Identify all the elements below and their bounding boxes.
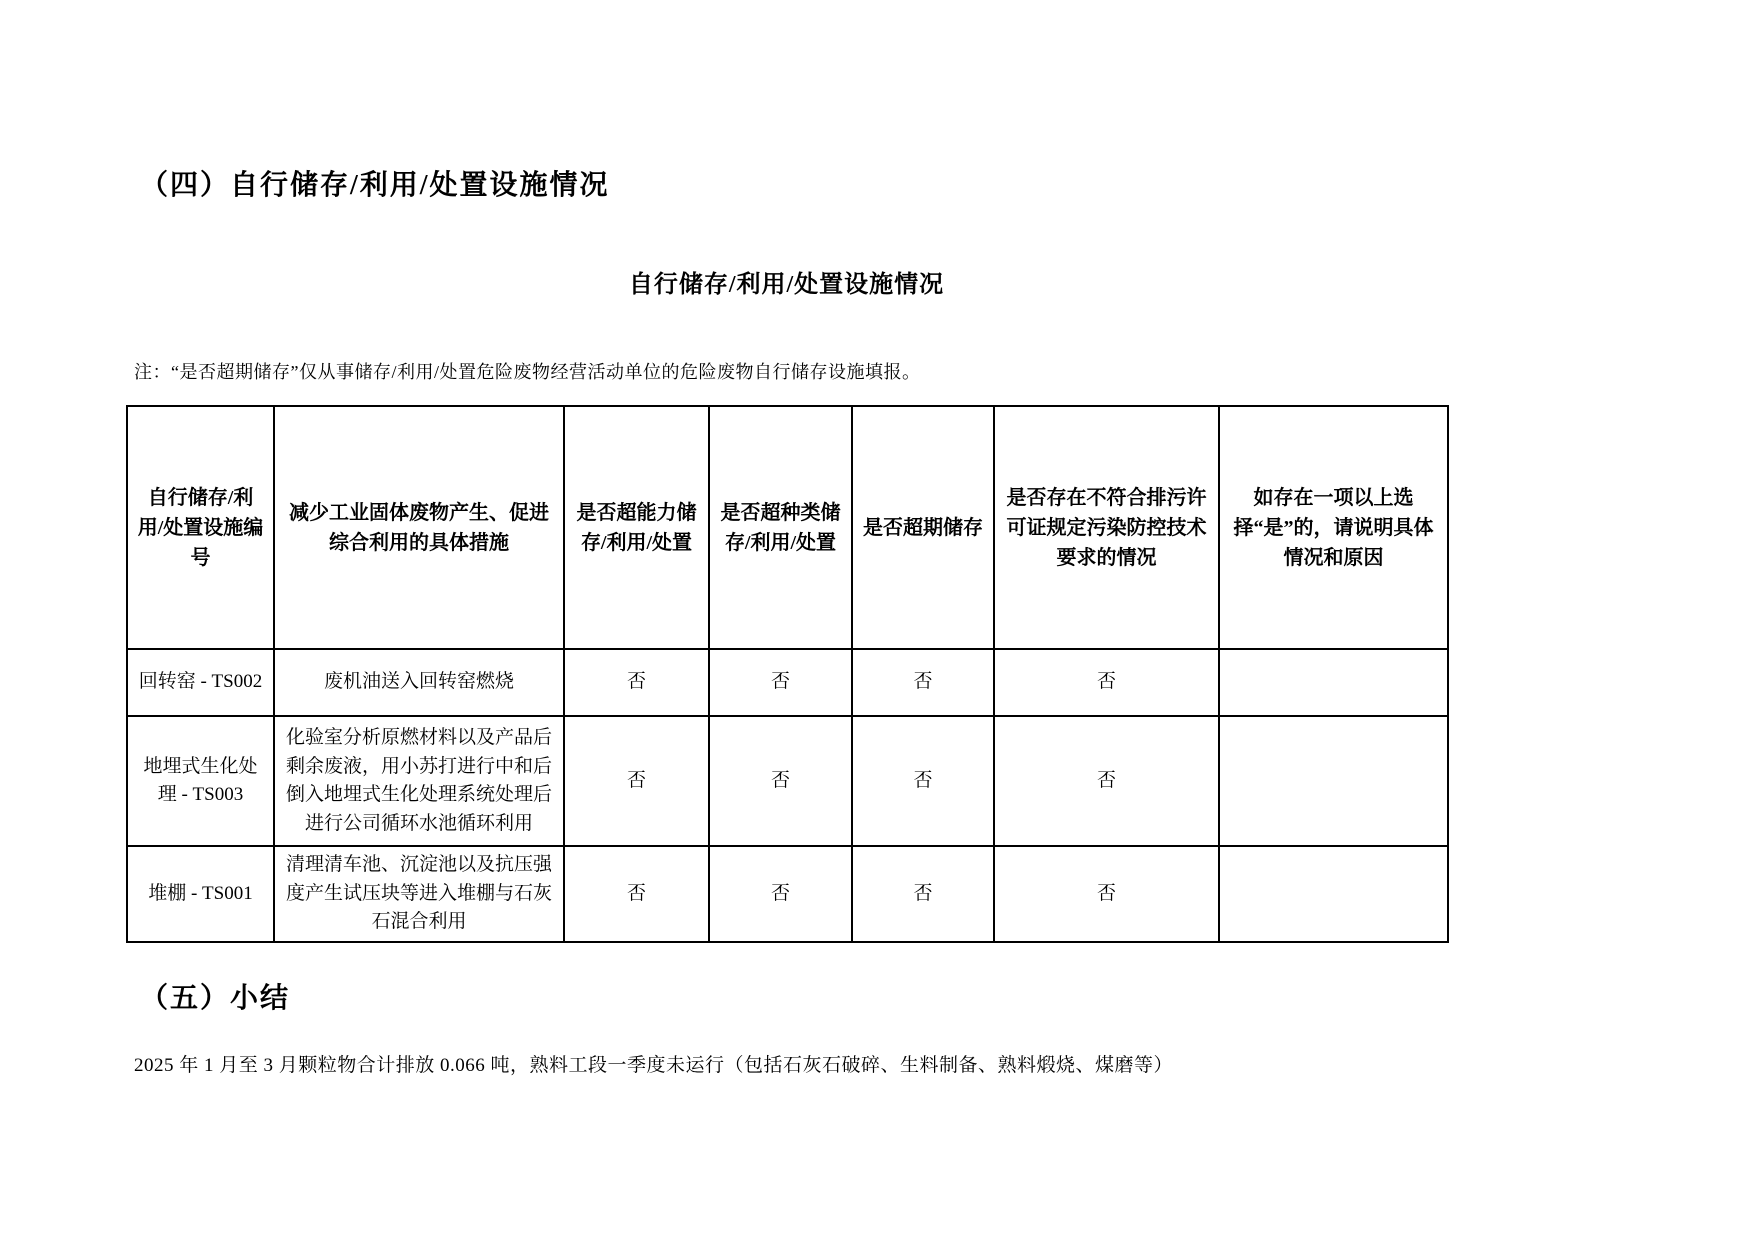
table-header-row xyxy=(127,406,1448,649)
section-5-heading: （五）小结 xyxy=(140,983,291,1014)
permit-violation-cell: 否 xyxy=(994,649,1219,716)
over-capacity-cell: 否 xyxy=(564,846,709,942)
table-row xyxy=(127,649,1448,716)
over-capacity-cell: 否 xyxy=(564,649,709,716)
over-type-cell: 否 xyxy=(709,716,852,846)
section-4-heading: （四）自行储存/利用/处置设施情况 xyxy=(140,170,610,201)
facility-id-cell: 堆棚 - TS001 xyxy=(127,846,274,942)
over-capacity-cell: 否 xyxy=(564,716,709,846)
measures-cell: 废机油送入回转窑燃烧 xyxy=(274,649,564,716)
overdue-storage-cell: 否 xyxy=(852,649,994,716)
measures-cell: 清理清车池、沉淀池以及抗压强度产生试压块等进入堆棚与石灰石混合利用 xyxy=(274,846,564,942)
facility-id-cell: 地埋式生化处理 - TS003 xyxy=(127,716,274,846)
permit-violation-cell: 否 xyxy=(994,846,1219,942)
column-header-measures: 减少工业固体废物产生、促进综合利用的具体措施 xyxy=(274,406,564,649)
measures-cell: 化验室分析原燃材料以及产品后剩余废液，用小苏打进行中和后倒入地埋式生化处理系统处理后进行公司循环水池循环利用 xyxy=(274,716,564,846)
column-header-facility-id: 自行储存/利用/处置设施编号 xyxy=(127,406,274,649)
column-header-permit-violation: 是否存在不符合排污许可证规定污染防控技术要求的情况 xyxy=(994,406,1219,649)
over-type-cell: 否 xyxy=(709,846,852,942)
overdue-storage-cell: 否 xyxy=(852,846,994,942)
facility-id-cell: 回转窑 - TS002 xyxy=(127,649,274,716)
over-type-cell: 否 xyxy=(709,649,852,716)
explanation-cell xyxy=(1219,649,1448,716)
table-note: 注：“是否超期储存”仅从事储存/利用/处置危险废物经营活动单位的危险废物自行储存设施填报。 xyxy=(134,362,921,382)
column-header-explanation: 如存在一项以上选择“是”的，请说明具体情况和原因 xyxy=(1219,406,1448,649)
explanation-cell xyxy=(1219,846,1448,942)
summary-text: 2025 年 1 月至 3 月颗粒物合计排放 0.066 吨，熟料工段一季度未运行（包括石灰石破碎、生料制备、熟料煅烧、煤磨等） xyxy=(134,1055,1174,1076)
permit-violation-cell: 否 xyxy=(994,716,1219,846)
explanation-cell xyxy=(1219,716,1448,846)
overdue-storage-cell: 否 xyxy=(852,716,994,846)
column-header-over-type: 是否超种类储存/利用/处置 xyxy=(709,406,852,649)
table-title: 自行储存/利用/处置设施情况 xyxy=(628,272,945,298)
column-header-overdue-storage: 是否超期储存 xyxy=(852,406,994,649)
column-header-over-capacity: 是否超能力储存/利用/处置 xyxy=(564,406,709,649)
table-row xyxy=(127,716,1448,846)
facilities-table xyxy=(126,405,1449,943)
table-row xyxy=(127,846,1448,942)
